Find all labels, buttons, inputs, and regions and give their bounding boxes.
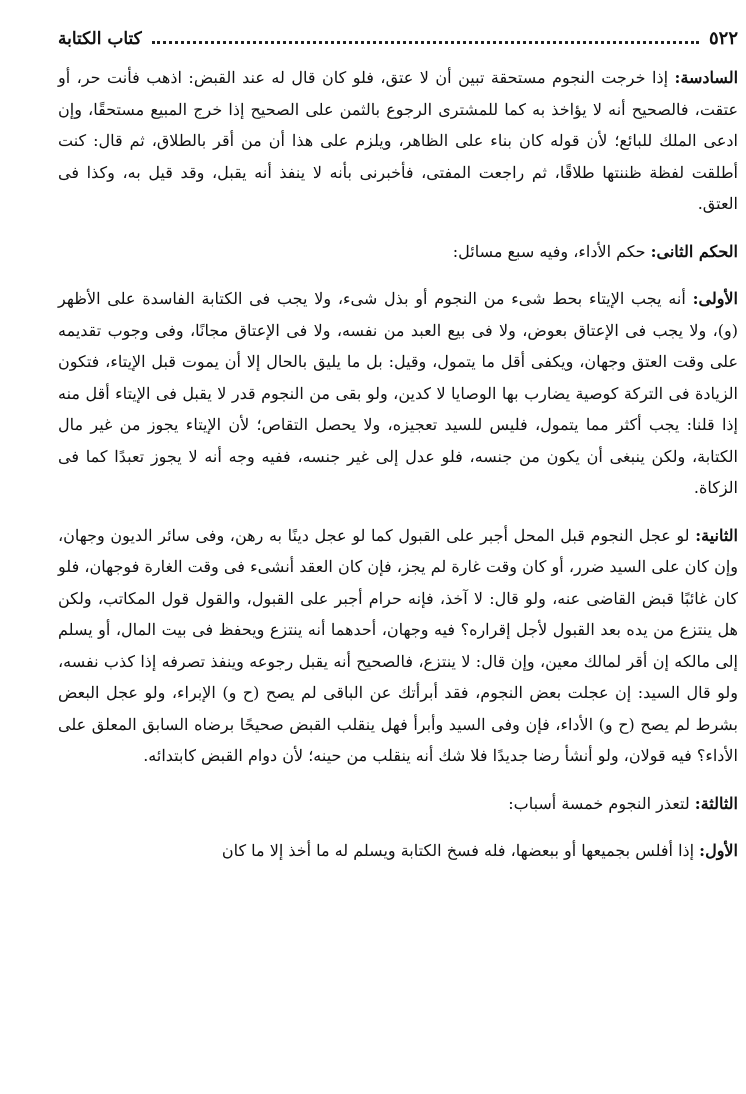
paragraph-text: إذا أفلس بجميعها أو ببعضها، فله فسخ الكتابة ويسلم له ما أخذ إلا ما كان — [221, 841, 700, 860]
paragraph-heading: الثانية: — [695, 525, 738, 545]
dotted-leader — [152, 40, 699, 44]
paragraph-gap — [58, 819, 738, 835]
paragraph-text: إذا خرجت النجوم مستحقة تبين أن لا عتق، فلو كان قال له عند القبض: اذهب فأنت حر، أو عتقت، فالصحيح أنه لا يؤاخذ به كما للمشترى الرجوع بالثمن على الصحيح إذا خرج المبيع مستحقًا، وإن ادعى الملك للبائع؛ لأن قوله كان بناء على الظاهر، ويلزم على هذا أن من أقر بالطلاق، ثم قال: كنت أطلقت لفظة ظننتها طلاقًا، ثم راجعت المفتى، فأخبرنى بأنه لا ينفذ أنه يقبل، وقد قيل به، وكذا فى العتق. — [58, 68, 738, 213]
paragraph-sixth — [58, 62, 738, 220]
paragraph-heading: الثالثة: — [694, 793, 738, 813]
running-header — [58, 28, 738, 62]
paragraph-gap — [58, 772, 738, 788]
paragraph-text: لو عجل النجوم قبل المحل أجبر على القبول كما لو عجل دينًا به رهن، وفى سائر الديون وجهان، وإن كان على السيد ضرر، أو كان وقت غارة لم يجز، فإن كان العقد أنشىء فى وقت الغارة فوجهان، فلو كان غائبًا قبض القاضى عنه، ولو قال: لا آخذ، فإنه حرام أجبر على القبول، والقول قول المكاتب، ولكن هل ينتزع من يده بعد القبول لأجل إقراره؟ فيه وجهان، أحدهما أنه ينتزع ويحفظ فى بيت المال، أو يسلم إلى مالكه إن أقر لمالك معين، وإن قال: لا ينتزع، فالصحيح أنه يقبل رجوعه وينفذ تصرفه إذا كذب نفسه، ولو قال السيد: إن عجلت بعض النجوم، فقد أبرأتك عن الباقى لم يصح (ح و) الإبراء، ولو عجل البعض بشرط لم يصح (ح و) الأداء، فإن وفى السيد وأبرأ فهل ينقلب القبض صحيحًا برضاه السابق المعلق على الأداء؟ فيه قولان، ولو أنشأ رضا جديدًا فلا شك أنه ينقلب من حينه؛ لأن دوام القبض كابتدائه. — [58, 525, 738, 765]
paragraph-second-issue — [58, 520, 738, 772]
paragraph-heading: الأولى: — [692, 289, 738, 308]
paragraph-gap — [58, 267, 738, 283]
paragraph-text: أنه يجب الإيتاء بحط شىء من النجوم أو بذل شىء، ولا يجب فى الكتابة الفاسدة على الأظهر (و)، ولا يجب فى الإعتاق بعوض، ولا فى بيع العبد من نفسه، ولا فى الإعتاق مجانًا، وفى وجوب تقديمه على وقت العتق وجهان، ويكفى أقل ما يتمول، وقيل: بل ما يليق بالحال إلا أن يموت قبل الإيتاء، فتكون الزيادة فى التركة كوصية يضارب بها الوصايا لا كدين، ولو بقى من النجوم قدر لا يقبل فى الإيتاء أقل منه إذا قلنا: يجب أكثر مما يتمول، فليس للسيد تعجيزه، ولا يحصل التقاص؛ لأن الإيتاء يجوز من غير مال الكتابة، ولكن ينبغى أن يكون من جنسه، فلو عدل إلى غير جنسه، ففيه وجه أنه لا يجوز تعبدًا كما فى الزكاة. — [58, 289, 738, 497]
paragraph-gap — [58, 504, 738, 520]
paragraph-text: لتعذر النجوم خمسة أسباب: — [508, 793, 695, 813]
paragraph-first-issue — [58, 283, 738, 504]
paragraph-third-issue — [58, 788, 738, 820]
paragraph-text: حكم الأداء، وفيه سبع مسائل: — [452, 241, 651, 261]
paragraph-gap — [58, 220, 738, 236]
paragraph-heading: الحكم الثانى: — [650, 241, 738, 261]
paragraph-heading: السادسة: — [674, 68, 739, 87]
paragraph-second-ruling — [58, 236, 738, 268]
document-page — [58, 28, 738, 867]
chapter-title: كتاب الكتابة — [58, 29, 142, 49]
paragraph-heading: الأول: — [699, 841, 738, 860]
paragraph-first-cause — [58, 835, 738, 867]
page-number: ٥٢٢ — [708, 28, 738, 49]
